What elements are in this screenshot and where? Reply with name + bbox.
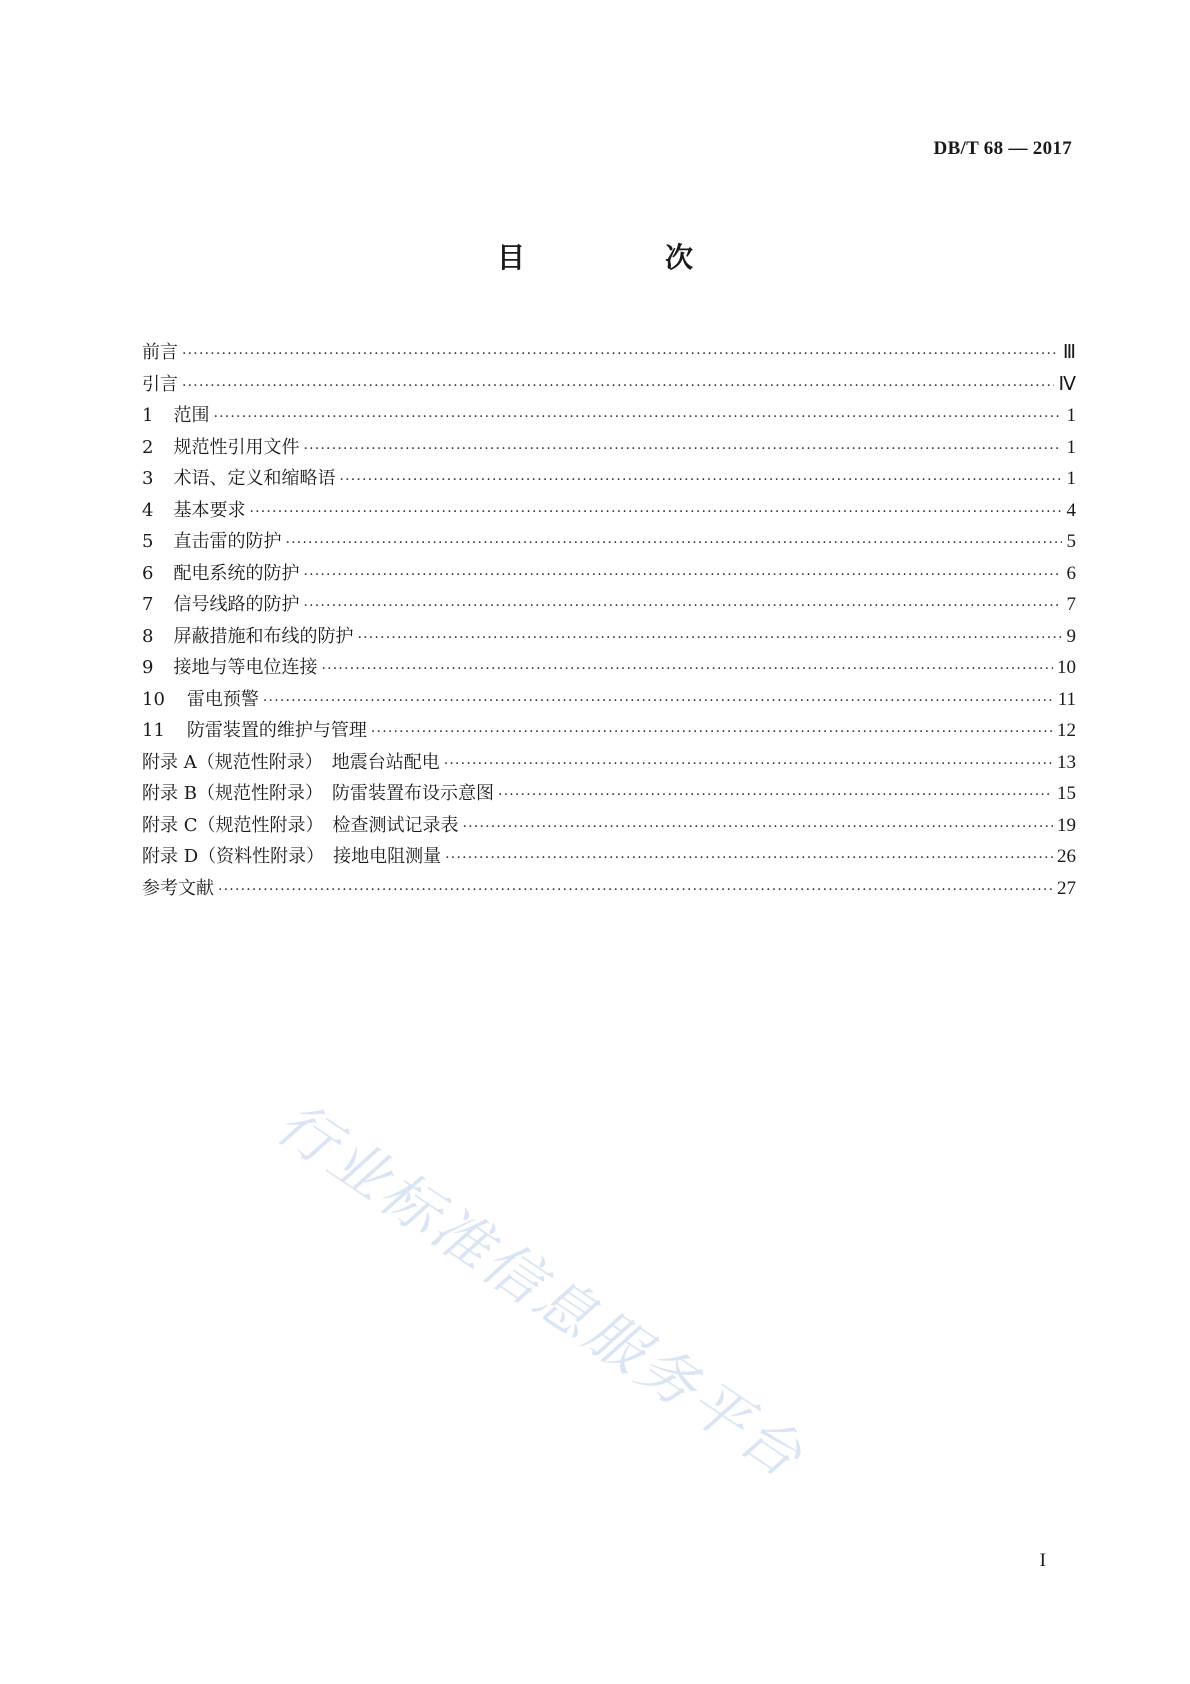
toc-entry-page: 7: [1066, 594, 1076, 615]
toc-entry[interactable]: [142, 810, 1076, 842]
toc-entry[interactable]: [142, 400, 1076, 432]
dot-leader: [249, 497, 1062, 529]
dot-leader: [303, 560, 1062, 592]
toc-entry-page: 12: [1057, 720, 1076, 741]
toc-entry-number: 10: [142, 688, 165, 710]
toc-entry[interactable]: [142, 747, 1076, 779]
toc-entry-label: 直击雷的防护: [173, 531, 282, 552]
toc-entry-number: 7: [142, 594, 154, 615]
toc-entry-label: 附录 B（规范性附录） 防雷装置布设示意图: [142, 783, 494, 804]
toc-entry-number: 2: [142, 436, 154, 458]
dot-leader: [357, 623, 1062, 655]
toc-entry[interactable]: [142, 715, 1076, 747]
dot-leader: [303, 434, 1062, 466]
dot-leader: [182, 339, 1059, 371]
toc-entry-page: 13: [1057, 751, 1076, 773]
dot-leader: [445, 843, 1053, 875]
toc-entry-label: 防雷装置的维护与管理: [186, 720, 367, 741]
toc-entry-number: 8: [142, 625, 154, 647]
toc-entry[interactable]: [142, 495, 1076, 527]
toc-entry-label: 参考文献: [142, 877, 214, 899]
toc-entry-label: 附录 A（规范性附录） 地震台站配电: [142, 751, 440, 773]
toc-entry-label: 接地与等电位连接: [173, 657, 318, 678]
dot-leader: [371, 717, 1053, 749]
toc-entry-page: 1: [1066, 436, 1076, 458]
dot-leader: [182, 371, 1054, 403]
toc-entry-number: 1: [142, 405, 154, 426]
dot-leader: [339, 465, 1062, 497]
toc-entry-page: 1: [1066, 468, 1076, 489]
toc-entry[interactable]: [142, 558, 1076, 590]
dot-leader: [213, 402, 1062, 434]
toc-entry-label: 范围: [173, 405, 210, 426]
toc-entry-page: 9: [1066, 625, 1076, 647]
toc-entry-page: Ⅳ: [1058, 373, 1076, 395]
toc-entry[interactable]: [142, 589, 1076, 621]
toc-entry[interactable]: [142, 369, 1076, 401]
toc-entry[interactable]: [142, 432, 1076, 464]
toc-entry-page: 15: [1057, 783, 1076, 804]
toc-entry[interactable]: [142, 526, 1076, 558]
dot-leader: [444, 749, 1053, 781]
toc-entry-page: 11: [1057, 688, 1076, 710]
dot-leader: [321, 654, 1053, 686]
toc-entry-label: 前言: [142, 342, 178, 363]
page-number: I: [1039, 1550, 1046, 1571]
toc-entry-page: 1: [1066, 405, 1076, 426]
toc-entry-number: 11: [142, 720, 165, 741]
dot-leader: [218, 875, 1053, 907]
watermark: 行业标准信息服务平台: [264, 1088, 817, 1492]
dot-leader: [498, 780, 1053, 812]
dot-leader: [303, 591, 1062, 623]
toc-entry[interactable]: [142, 873, 1076, 905]
toc-entry[interactable]: [142, 684, 1076, 716]
toc-entry-page: 4: [1066, 499, 1076, 521]
toc-entry-label: 屏蔽措施和布线的防护: [173, 625, 354, 647]
toc-entry-label: 附录 C（规范性附录） 检查测试记录表: [142, 814, 459, 836]
toc-entry-label: 规范性引用文件: [173, 436, 300, 458]
toc-entry-label: 附录 D（资料性附录） 接地电阻测量: [142, 846, 442, 867]
toc-entry-label: 信号线路的防护: [173, 594, 300, 615]
toc-entry-page: 5: [1066, 531, 1076, 552]
toc-entry-page: 19: [1057, 814, 1076, 836]
toc-entry-number: 6: [142, 562, 154, 584]
toc-entry[interactable]: [142, 337, 1076, 369]
dot-leader: [263, 686, 1054, 718]
toc-entry-label: 配电系统的防护: [173, 562, 300, 584]
toc-entry-number: 5: [142, 531, 154, 552]
table-of-contents: [142, 337, 1076, 904]
toc-entry-number: 9: [142, 657, 154, 678]
toc-entry-page: 6: [1066, 562, 1076, 584]
toc-entry-page: 10: [1057, 657, 1076, 678]
toc-entry-label: 雷电预警: [186, 688, 259, 710]
dot-leader: [463, 812, 1054, 844]
toc-entry[interactable]: [142, 621, 1076, 653]
page-title: 目 次: [496, 241, 749, 274]
toc-entry-page: Ⅲ: [1062, 342, 1076, 363]
dot-leader: [285, 528, 1062, 560]
toc-entry-number: 3: [142, 468, 154, 489]
toc-entry-number: 4: [142, 499, 154, 521]
document-code: DB/T 68 — 2017: [933, 138, 1072, 159]
toc-entry-label: 引言: [142, 373, 178, 395]
toc-entry[interactable]: [142, 841, 1076, 873]
toc-entry-label: 基本要求: [173, 499, 246, 521]
toc-entry-page: 26: [1057, 846, 1076, 867]
toc-entry[interactable]: [142, 652, 1076, 684]
toc-entry-page: 27: [1057, 877, 1076, 899]
toc-entry[interactable]: [142, 463, 1076, 495]
toc-entry-label: 术语、定义和缩略语: [173, 468, 336, 489]
toc-entry[interactable]: [142, 778, 1076, 810]
